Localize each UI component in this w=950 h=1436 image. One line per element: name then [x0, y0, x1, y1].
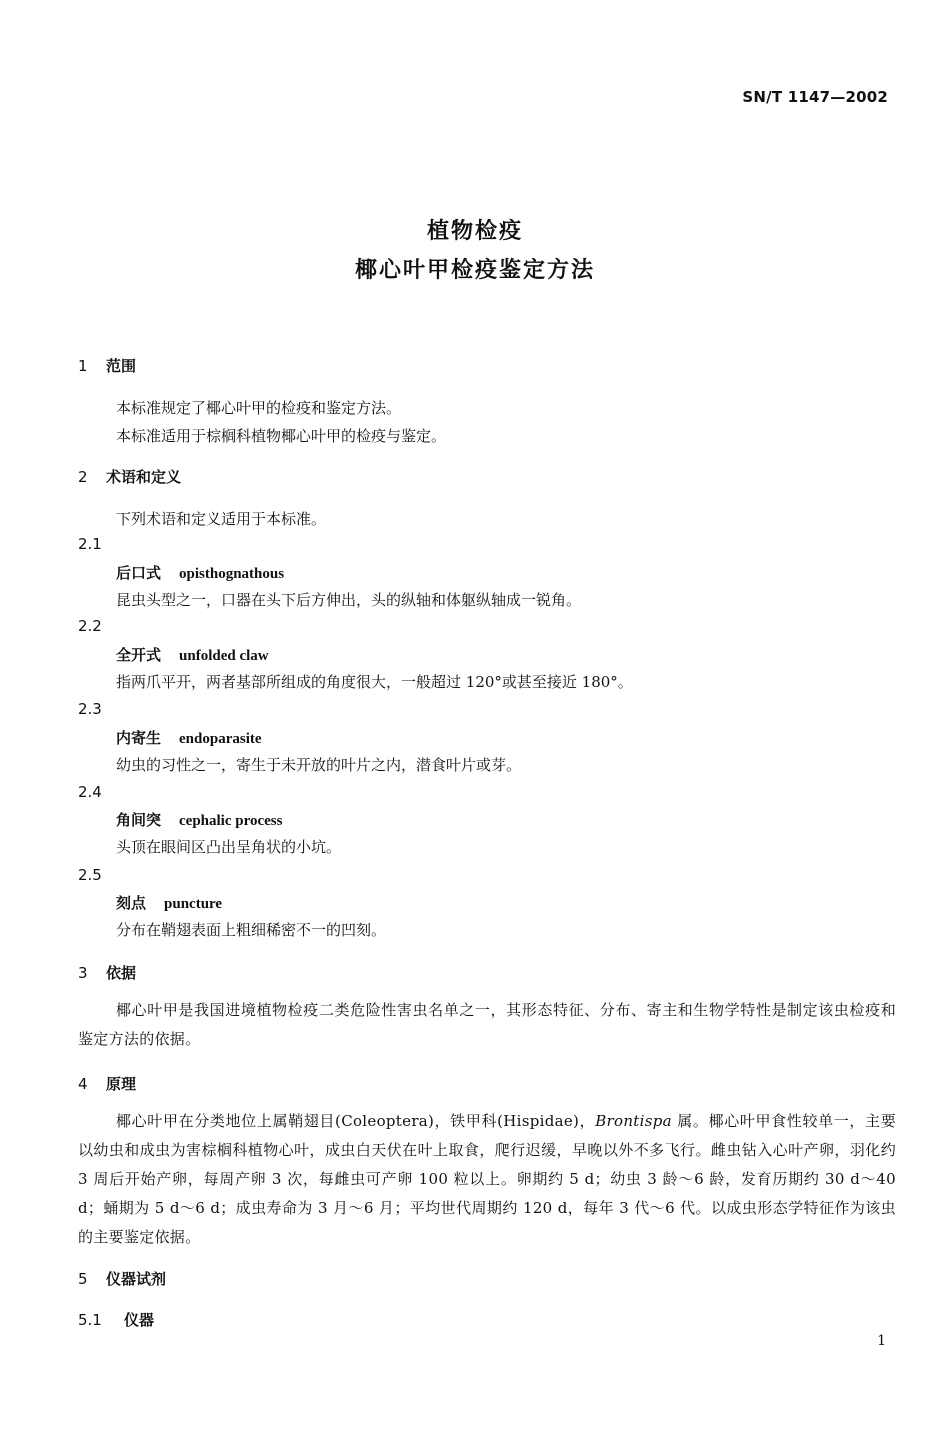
term-number: 2.3 [78, 700, 102, 718]
section-3-heading [78, 962, 136, 983]
term-definition: 头顶在眼间区凸出呈角状的小坑。 [116, 838, 342, 856]
section-title: 术语和定义 [106, 468, 182, 486]
term-zh: 内寄生 [116, 729, 162, 747]
standard-code: SN/T 1147—2002 [742, 88, 888, 106]
term-definition: 昆虫头型之一，口器在头下后方伸出，头的纵轴和体躯纵轴成一锐角。 [116, 591, 582, 609]
subsection-heading [78, 1309, 154, 1330]
section-5-heading [78, 1268, 166, 1289]
term-heading [116, 727, 262, 748]
section-number: 4 [78, 1075, 88, 1093]
section-4-heading [78, 1073, 136, 1094]
genus-name: Brontispa [595, 1112, 672, 1130]
section-title: 依据 [106, 964, 137, 982]
term-zh: 刻点 [116, 894, 147, 912]
page-number: 1 [877, 1333, 886, 1349]
term-number: 2.5 [78, 866, 102, 884]
section-number: 3 [78, 964, 88, 982]
subsection-title: 仪器 [124, 1311, 155, 1329]
term-heading [116, 809, 282, 830]
paragraph: 椰心叶甲是我国进境植物检疫二类危险性害虫名单之一，其形态特征、分布、寄主和生物学特性是制定该虫检疫和鉴定方法的依据。 [78, 1001, 896, 1048]
term-zh: 角间突 [116, 811, 162, 829]
term-en: unfolded claw [179, 648, 269, 664]
section-title: 原理 [106, 1075, 137, 1093]
term-definition: 指两爪平开，两者基部所组成的角度很大，一般超过 120°或甚至接近 180°。 [116, 673, 633, 691]
section-number: 5 [78, 1270, 88, 1288]
document-title-line2: 椰心叶甲检疫鉴定方法 [354, 258, 595, 283]
term-number: 2.2 [78, 617, 102, 635]
section-title: 范围 [106, 357, 137, 375]
section-number: 1 [78, 357, 88, 375]
text-run: 属。椰心叶甲食性较单一，主要以幼虫和成虫为害棕榈科植物心叶，成虫白天伏在叶上取食，爬行迟缓，早晚以外不多飞行。雌虫钻入心叶产卵，羽化约 3 周后开始产卵，每周产卵 3 次，每雌虫可产卵 100 粒以上。卵期约 5 d；幼虫 3 龄～6 龄，发育历期约 30 d～40 d；蛹期为 5 d～6 d；成虫寿命为 3 月～6 月；平均世代周期约 120 d，每年 3 代～6 代。以成虫形态学特征作为该虫的主要鉴定依据。 [78, 1112, 896, 1246]
section-2-heading [78, 466, 181, 487]
paragraph [78, 1107, 896, 1252]
term-definition: 分布在鞘翅表面上粗细稀密不一的凹刻。 [116, 921, 387, 939]
paragraph: 下列术语和定义适用于本标准。 [116, 510, 327, 528]
section-number: 2 [78, 468, 88, 486]
paragraph: 本标准规定了椰心叶甲的检疫和鉴定方法。 [116, 399, 402, 417]
term-number: 2.1 [78, 535, 102, 553]
term-definition: 幼虫的习性之一，寄生于未开放的叶片之内，潜食叶片或芽。 [116, 756, 522, 774]
term-heading [116, 892, 222, 913]
term-en: cephalic process [179, 813, 283, 829]
section-1-heading [78, 355, 136, 376]
term-zh: 后口式 [116, 564, 162, 582]
subsection-number: 5.1 [78, 1311, 102, 1329]
document-title-line1: 植物检疫 [426, 219, 523, 244]
section-title: 仪器试剂 [106, 1270, 167, 1288]
term-heading [116, 644, 269, 665]
term-en: opisthognathous [179, 566, 285, 582]
term-heading [116, 562, 284, 583]
text-run: 椰心叶甲在分类地位上属鞘翅目(Coleoptera)，铁甲科(Hispidae)， [116, 1112, 596, 1130]
term-number: 2.4 [78, 783, 102, 801]
term-en: endoparasite [179, 731, 262, 747]
term-en: puncture [164, 896, 223, 912]
term-zh: 全开式 [116, 646, 162, 664]
paragraph: 本标准适用于棕榈科植物椰心叶甲的检疫与鉴定。 [116, 427, 447, 445]
